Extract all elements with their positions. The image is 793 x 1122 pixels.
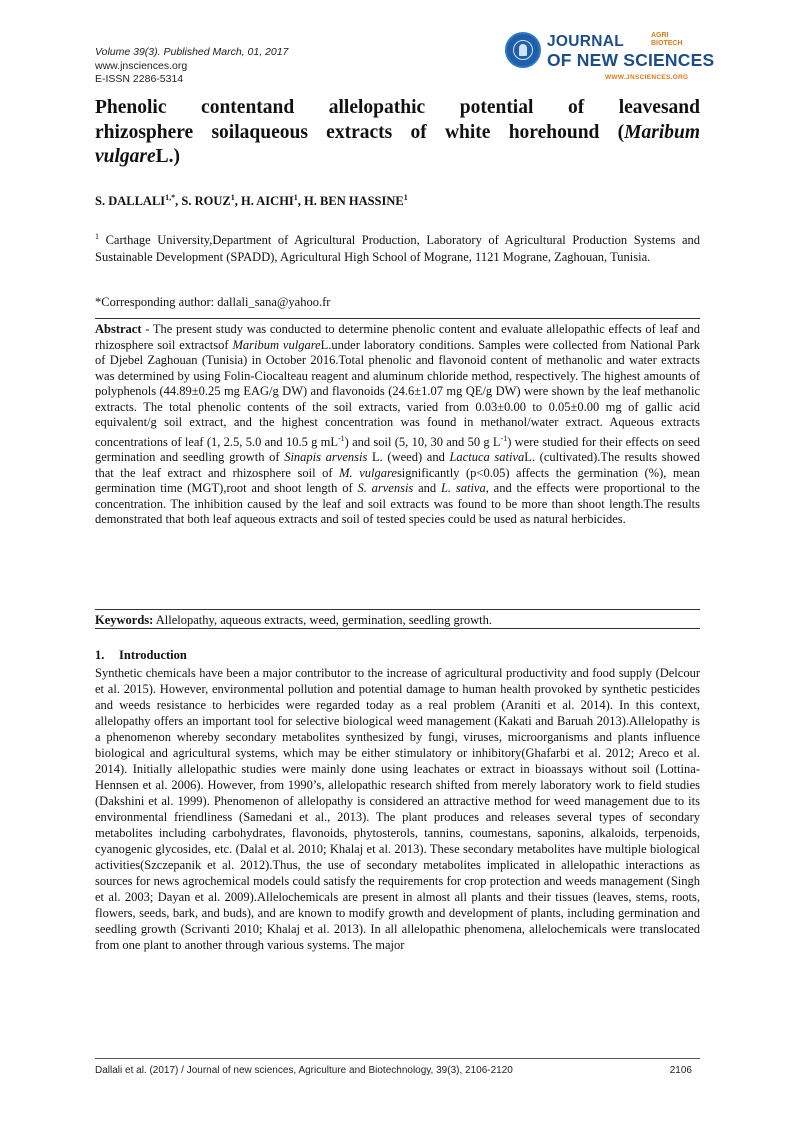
section-title: Introduction <box>119 648 187 662</box>
species-name: L. sativa <box>440 481 486 496</box>
author-affil-mark: 1 <box>403 193 408 202</box>
species-name: M. vulgare <box>339 465 397 480</box>
keywords-text: Allelopathy, aqueous extracts, weed, germination, seedling growth. <box>153 613 493 627</box>
logo-url: WWW.JNSCIENCES.ORG <box>605 74 689 81</box>
author-list: S. $DALLALI^{1,*}$, S. ROUZ$^1$, H. AICHI$^1$, H. BEN HASSINE$^1$ <box>95 193 408 209</box>
logo-agri-biotech <box>651 32 683 47</box>
abstract-text: ) were studied for their effects on seed germination and seedling growth of <box>95 434 700 465</box>
page-number: 2106 <box>669 1065 692 1076</box>
title-line-1: Phenolic contentand allelopathic potential of leavesand <box>95 97 700 118</box>
keywords <box>95 613 492 628</box>
affiliation <box>95 229 700 265</box>
species-name: S. arvensis <box>357 481 414 496</box>
page-footer <box>95 1065 700 1076</box>
author-name: S. DALLALI <box>95 194 166 209</box>
issn: E-ISSN 2286-5314 <box>95 73 184 85</box>
title-suffix: L.) <box>155 146 181 167</box>
section-body: Synthetic chemicals have been a major contributor to the increase of agricultural productivity and food supply (Delcour et al. 2015). However, environmental pollution and potential damage to human health provoked by synthetic pesticides and weeds resistance to herbicides were regarded today as a real problem (Araniti et al. 2014). In this context, allelopathy offers an important tool for selective biological weed management (Kakati and Baruah 2013).Allelopathy is a phenomenon whereby secondary metabolites synthesized by fungi, viruses, microorganisms and plants influence biological and agricultural systems, which may be either stimulatory or inhibitory(Ghafarbi et al. 2012; Areco et al. 2014). Initially allelopathic studies were mainly done using leachates or extract in bioassays without soil (Lottina-Hennsen et al. 2006). However, from 1990’s, allelopathic research shifted from merely laboratory work to field studies (Dakshini et al. 1999). Phenomenon of allelopathy is considered an attractive method for weed management due to its environmental friendliness (Samedani et al., 2013). The plant produces and releases several types of secondary metabolites including carbohydrates, flavonoids, phytosterols, tannins, coumestans, saponins, alkaloids, terpenoids, cyanogenic glycosides, etc. (Dalal et al. 2010; Khalaj et al. 2013). These secondary metabolites have multiple biological activities(Szczepanik et al. 2012).Thus, the use of secondary metabolites implicated in allelopathic interactions as sources for news agrochemical models could satisfy the requirements for crop protection and weeds management (Singh et al. 2003; Dayan et al. 2009).Allelochemicals are present in almost all plants and their tissues (leaves, stems, roots, flowers, seeds, bark, and buds), and are known to modify growth and development of plants, including germination and seedling growth (Scrivanti 2010; Khalaj et al. 2013). In all allelopathic phenomena, allelochemicals were translocated from one plant to another through various systems. The major <box>95 666 700 952</box>
abstract-text: L. (cultivated).The results showed that the leaf extract and rhizosphere soil of <box>95 450 700 480</box>
abstract-text: L.under laboratory conditions. Samples were collected from National Park of Djebel Zaghouan (Tunisia) in October 2016.Total phenolic and flavonoid content of methanolic and water extracts was determined by using Folin-Ciocalteau reagent and aluminum chloride method, respectively. The highest amounts of polyphenols (44.89±0.25 mg EAG/g DW) and flavonoids (24.6±1.07 mg QE/g DW) were shown by the leaf methanolic extracts. The total phenolic contents of the soil extracts, varied from 0.03±0.00 to 0.05±0.00 mg of gallic acid equivalent/g soil extract, and the highest concentration was found in methanol/water extract. Aqueous extracts concentrations of leaf (1, 2.5, 5.0 and 10.5 g mL <box>95 337 700 449</box>
author-affil-mark: 1 <box>230 193 235 202</box>
divider <box>95 628 700 629</box>
author-name: S. ROUZ <box>181 194 231 209</box>
abstract-text: significantly (p<0.05) affects the germination (%), mean germination time (MGT),root and shoot length of <box>95 465 701 496</box>
title-text: rhizosphere soilaqueous extracts of white horehound ( <box>95 121 625 143</box>
logo-new-sciences-text: OF NEW SCIENCES <box>547 50 715 70</box>
species-name: Lactuca sativa <box>449 450 525 465</box>
abstract-text: ) and soil (5, 10, 30 and 50 g L <box>344 434 501 449</box>
species-name: Maribum vulgare <box>232 337 321 352</box>
abstract-text: , and the effects were proportional to the concentration. The inhibition caused by the leaf and soil extracts was found to be more than shoot length.The results demonstrated that both leaf aqueous extracts and soil of tested species could be used as natural herbicides. <box>95 481 700 527</box>
title-line-2 <box>95 121 700 170</box>
section-heading <box>95 648 187 663</box>
affiliation-text: Carthage University,Department of Agricultural Production, Laboratory of Agricultural Production Systems and Sustainable Development (SPADD), Agricultural High School of Mograne, 1121 Mograne, Zaghouan, Tunisia. <box>95 233 700 264</box>
abstract-label: Abstract <box>95 322 142 336</box>
title-species: Maribum vulgare <box>95 121 700 167</box>
corresponding-author: *Corresponding author: dallali_sana@yahoo.fr <box>95 295 331 309</box>
logo-journal-text: JOURNAL <box>547 33 625 50</box>
journal-emblem-icon <box>505 32 541 68</box>
superscript: -1 <box>500 433 508 443</box>
divider <box>95 318 700 319</box>
abstract-text: and <box>413 481 441 496</box>
logo-agri-text: AGRI <box>651 32 669 39</box>
affiliation-mark: 1 <box>95 232 99 241</box>
keywords-label: Keywords: <box>95 613 154 627</box>
superscript: -1 <box>337 433 345 443</box>
author-affil-mark: 1 <box>293 193 298 202</box>
journal-website: www.jnsciences.org <box>95 59 188 72</box>
author-affil-mark: 1,* <box>165 193 176 202</box>
footer-divider <box>95 1058 700 1059</box>
journal-logo <box>505 30 715 90</box>
species-name: Sinapis arvensis <box>284 450 368 465</box>
divider <box>95 609 700 610</box>
volume-info: Volume 39(3). Published March, 01, 2017 <box>95 46 289 58</box>
abstract-text: - The present study was conducted to determine phenolic content and evaluate allelopathic effects of leaf and rhizosphere soil extractsof <box>95 322 700 352</box>
abstract-text: L. (weed) and <box>367 450 450 465</box>
journal-header-info <box>95 46 288 87</box>
abstract <box>95 322 700 528</box>
author-name: H. BEN HASSINE <box>304 194 404 209</box>
logo-biotech-text: BIOTECH <box>651 39 683 47</box>
author-name: H. AICHI <box>241 194 294 209</box>
paper-title <box>95 96 700 170</box>
footer-citation: Dallali et al. (2017) / Journal of new sciences, Agriculture and Biotechnology, 39(3), 2106-2120 <box>95 1065 513 1076</box>
section-number: 1. <box>95 648 105 662</box>
